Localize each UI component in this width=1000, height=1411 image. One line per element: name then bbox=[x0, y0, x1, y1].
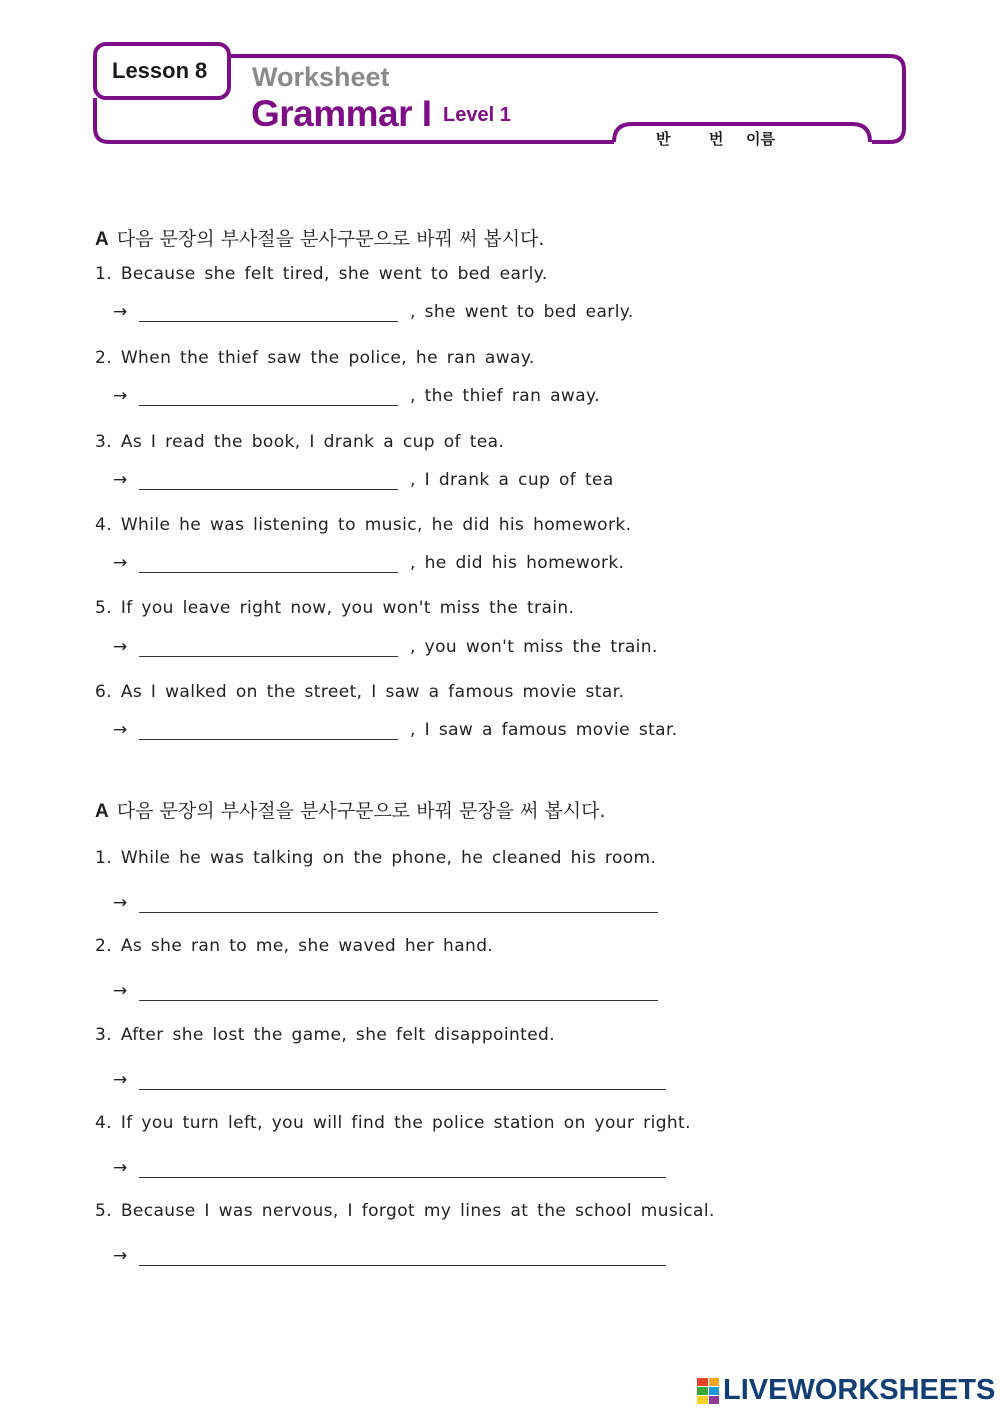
section1-question-4: 4. While he was listening to music, he did his homework. bbox=[95, 515, 632, 535]
section1-answer-row-3 bbox=[113, 470, 614, 490]
section2-question-4: 4. If you turn left, you will find the police station on your right. bbox=[95, 1113, 691, 1133]
level-label: Level 1 bbox=[443, 104, 511, 126]
page-title: Grammar I bbox=[251, 93, 432, 134]
section2-question-1: 1. While he was talking on the phone, he cleaned his room. bbox=[95, 848, 657, 868]
section1-answer-row-6 bbox=[113, 720, 678, 740]
answer-blank-1-5[interactable] bbox=[139, 638, 398, 657]
answer-tail-1-4: , he did his homework. bbox=[410, 553, 625, 573]
lesson-label: Lesson bbox=[112, 58, 190, 83]
lesson-tab bbox=[112, 58, 207, 84]
answer-tail-1-6: , I saw a famous movie star. bbox=[410, 720, 678, 740]
section1-title bbox=[95, 224, 544, 251]
liveworksheets-logo-icon bbox=[697, 1378, 719, 1404]
answer-blank-1-6[interactable] bbox=[139, 721, 398, 740]
answer-blank-1-1[interactable] bbox=[139, 303, 398, 322]
arrow-icon: → bbox=[113, 1070, 128, 1090]
arrow-icon: → bbox=[113, 1158, 128, 1178]
answer-tail-1-3: , I drank a cup of tea bbox=[410, 470, 614, 490]
section1-question-1: 1. Because she felt tired, she went to bed early. bbox=[95, 264, 548, 284]
answer-blank-1-4[interactable] bbox=[139, 554, 398, 573]
class-label: 반 bbox=[656, 130, 671, 148]
logo-text: LIVEWORKSHEETS bbox=[723, 1374, 996, 1406]
arrow-icon: → bbox=[113, 637, 128, 657]
section1-letter: A bbox=[95, 229, 109, 250]
liveworksheets-logo[interactable] bbox=[697, 1374, 995, 1407]
arrow-icon: → bbox=[113, 386, 128, 406]
section2-instruction: 다음 문장의 부사절을 분사구문으로 바꿔 문장을 써 봅시다. bbox=[116, 800, 606, 822]
section2-answer-row-5 bbox=[113, 1246, 666, 1266]
arrow-icon: → bbox=[113, 893, 128, 913]
section2-title bbox=[95, 796, 606, 823]
answer-tail-1-5: , you won't miss the train. bbox=[410, 637, 658, 657]
section1-question-6: 6. As I walked on the street, I saw a famous movie star. bbox=[95, 682, 625, 702]
section1-answer-row-1 bbox=[113, 302, 634, 322]
answer-blank-2-4[interactable] bbox=[139, 1159, 666, 1178]
section1-instruction: 다음 문장의 부사절을 분사구문으로 바꿔 써 봅시다. bbox=[116, 228, 545, 250]
answer-tail-1-2: , the thief ran away. bbox=[410, 386, 600, 406]
section2-answer-row-2 bbox=[113, 981, 658, 1001]
number-label: 번 bbox=[709, 130, 724, 148]
section2-question-2: 2. As she ran to me, she waved her hand. bbox=[95, 936, 494, 956]
section2-question-3: 3. After she lost the game, she felt disappointed. bbox=[95, 1025, 556, 1045]
answer-blank-2-2[interactable] bbox=[139, 982, 658, 1001]
section2-answer-row-4 bbox=[113, 1158, 666, 1178]
section1-answer-row-5 bbox=[113, 637, 658, 657]
section2-letter: A bbox=[95, 801, 109, 822]
arrow-icon: → bbox=[113, 302, 128, 322]
name-label: 이름 bbox=[746, 130, 775, 148]
answer-tail-1-1: , she went to bed early. bbox=[410, 302, 634, 322]
section2-question-5: 5. Because I was nervous, I forgot my lines at the school musical. bbox=[95, 1201, 715, 1221]
arrow-icon: → bbox=[113, 1246, 128, 1266]
arrow-icon: → bbox=[113, 720, 128, 740]
answer-blank-1-3[interactable] bbox=[139, 471, 398, 490]
answer-blank-1-2[interactable] bbox=[139, 387, 398, 406]
section1-question-5: 5. If you leave right now, you won't miss the train. bbox=[95, 598, 575, 618]
section1-question-3: 3. As I read the book, I drank a cup of tea. bbox=[95, 432, 505, 452]
answer-blank-2-5[interactable] bbox=[139, 1247, 666, 1266]
section2-answer-row-3 bbox=[113, 1070, 666, 1090]
section1-question-2: 2. When the thief saw the police, he ran away. bbox=[95, 348, 535, 368]
arrow-icon: → bbox=[113, 470, 128, 490]
arrow-icon: → bbox=[113, 553, 128, 573]
section1-answer-row-2 bbox=[113, 386, 600, 406]
answer-blank-2-1[interactable] bbox=[139, 894, 658, 913]
lesson-number: 8 bbox=[195, 58, 208, 83]
arrow-icon: → bbox=[113, 981, 128, 1001]
section2-answer-row-1 bbox=[113, 893, 658, 913]
section1-answer-row-4 bbox=[113, 553, 624, 573]
answer-blank-2-3[interactable] bbox=[139, 1071, 666, 1090]
worksheet-label: Worksheet bbox=[252, 62, 390, 92]
